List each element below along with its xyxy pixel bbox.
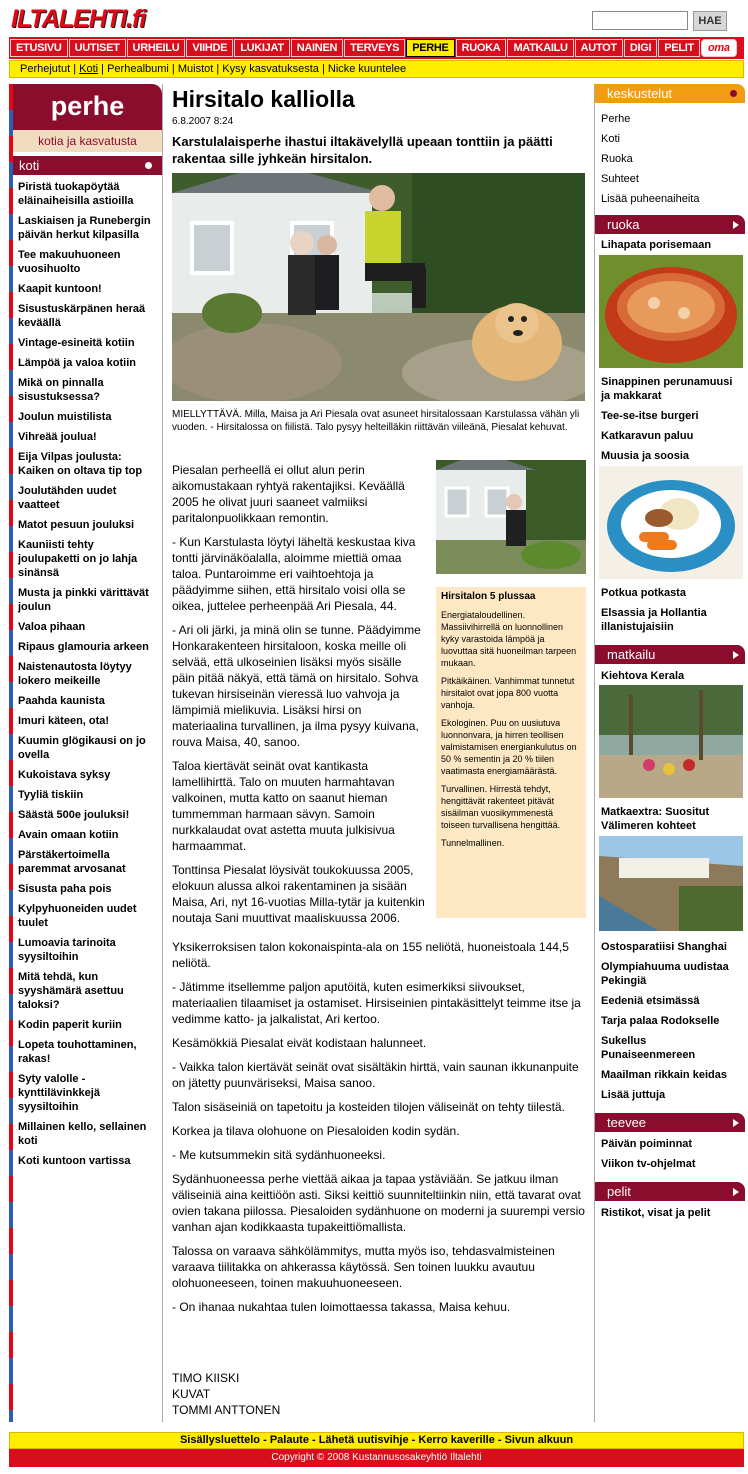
info-box-plussat [436, 587, 586, 918]
koti-list-item[interactable]: Valoa pihaan [18, 621, 86, 633]
koti-list-item[interactable]: Paahda kaunista [18, 695, 105, 707]
article-body-wide [172, 939, 585, 1323]
ruoka-item[interactable]: Katkaravun paluu [601, 430, 694, 442]
photo-caption: MIELLYTTÄVÄ. Milla, Maisa ja Ari Piesala ovat asuneet hirsitalossaan Karstulassa vähän yli vuoden. - Hirsitalossa on fiilistä. Talo pysyy helteilläkin riittävän viileänä, Piesalat kehuvat. [172, 409, 580, 433]
keskustelut-heading-label: keskustelut [607, 86, 673, 101]
ruoka-item[interactable]: Lihapata porisemaan [601, 239, 712, 251]
matkailu-item[interactable]: Olympiahuuma uudistaa Pekingiä [601, 961, 729, 987]
ruoka-photo-1[interactable] [599, 255, 743, 368]
ruoka-item[interactable]: Muusia ja soosia [601, 450, 690, 462]
footer-link-uutisvihje[interactable]: Lähetä uutisvihje [318, 1434, 409, 1446]
search-input[interactable] [592, 11, 688, 30]
koti-list-item[interactable]: Mikä on pinnalla sisustuksessa? [18, 377, 104, 403]
subnav-kysy-kasvatuksesta[interactable]: Kysy kasvatuksesta [222, 63, 319, 75]
arrow-right-icon [733, 1119, 739, 1127]
footer-link-kerro-kaverille[interactable]: Kerro kaverille [418, 1434, 495, 1446]
koti-list-item[interactable]: Musta ja pinkki värittävät joulun [18, 587, 149, 613]
subnav-muistot[interactable]: Muistot [177, 63, 214, 75]
info-box-item: Ekologinen. Puu on uusiutuva luonnonvara, ja hirren teollisen valmistamisen energiankulutus on 50 % sementin ja 20 % tiilen vaatimasta energiamäärästä. [441, 718, 577, 776]
koti-list-item[interactable]: Kuumin glögikausi on jo ovella [18, 735, 146, 761]
nav-etusivu[interactable]: ETUSIVU [10, 39, 68, 57]
ruoka-list [601, 375, 743, 463]
footer-link-sivun-alkuun[interactable]: Sivun alkuun [504, 1434, 574, 1446]
article-paragraph: - Vaikka talon kiertävät seinät ovat sisältäkin hirttä, vain saunan ikkunanpuite on jätetty puunväriseksi, Maisa sanoo. [172, 1060, 579, 1090]
koti-list-item[interactable]: Lumoavia tarinoita syysiltoihin [18, 937, 116, 963]
arrow-right-icon [733, 221, 739, 229]
koti-heading-label: koti [19, 158, 40, 173]
right-sidebar [594, 84, 745, 1422]
matkailu-item[interactable]: Tarja palaa Rodokselle [601, 1015, 720, 1027]
nav-digi[interactable]: DIGI [624, 39, 657, 57]
matkailu-item[interactable]: Ostosparatiisi Shanghai [601, 941, 727, 953]
matkailu-photo-1[interactable] [599, 685, 743, 798]
ruoka-heading-label: ruoka [607, 217, 640, 232]
teevee-item[interactable]: Päivän poiminnat [601, 1138, 693, 1150]
koti-heading [13, 156, 162, 175]
subnav-perhealbumi[interactable]: Perhealbumi [107, 63, 169, 75]
koti-list-item[interactable]: Eija Vilpas joulusta: Kaiken on oltava tip top [18, 451, 143, 477]
info-box-item: Pitkäikäinen. Vanhimmat tunnetut hirsitalot ovat jopa 800 vuotta vanhoja. [441, 676, 575, 710]
nav-perhe[interactable]: PERHE [406, 39, 454, 57]
arrow-right-icon [733, 1188, 739, 1196]
subnav-nicke-kuuntelee[interactable]: Nicke kuuntelee [327, 63, 407, 75]
matkailu-item[interactable]: Eedeniä etsimässä [601, 995, 700, 1007]
article-paragraph: Sydänhuoneessa perhe viettää aikaa ja tapaa ystäviään. Se jatkuu ilman väliseiniä aina keittiöön asti. Siksi keittiö suunniteltiinkin niin, että tavarat ovat ovien takana piilossa. Piesaloiden sydänhuone on moderni ja suurempi versio vanhan ajan kodikkaasta tupakeittiömallista. [172, 1172, 585, 1234]
article-paragraph: Korkea ja tilava olohuone on Piesaloiden kodin sydän. [172, 1124, 460, 1138]
koti-list-item[interactable]: Syty valolle - kynttilävinkkejä syysiltoihin [18, 1073, 100, 1113]
nav-matkailu[interactable]: MATKAILU [507, 39, 573, 57]
teevee-heading[interactable] [595, 1113, 745, 1132]
article-credits [172, 1370, 585, 1418]
koti-list-item[interactable]: Kylpyhuoneiden uudet tuulet [18, 903, 137, 929]
site-logo[interactable]: ILTALEHTI.fi [11, 5, 146, 33]
article-paragraph: Talossa on varaava sähkölämmitys, mutta myös iso, tehdasvalmisteinen varaava tiilitakka on ahkerassa käytössä. Sen toinen luukku avautuu olohuoneeseen, toinen makuuhuoneeseen. [172, 1244, 555, 1290]
koti-list-item[interactable]: Sisustuskärpänen heraä keväällä [18, 303, 146, 329]
article-paragraph: Kesämökkiä Piesalat eivät kodistaan halunneet. [172, 1036, 427, 1050]
pelit-heading-label: pelit [607, 1184, 631, 1199]
koti-list-item[interactable]: Tyyliä tiskiin [18, 789, 84, 801]
article-body-narrow [172, 462, 427, 934]
matkailu-photo-2[interactable] [599, 836, 743, 931]
search-button[interactable]: HAE [693, 11, 727, 31]
koti-list-item[interactable]: Matot pesuun jouluksi [18, 519, 135, 531]
koti-list-item[interactable]: Pärstäkertoimella paremmat arvosanat [18, 849, 126, 875]
koti-list-item[interactable]: Joulun muistilista [18, 411, 112, 423]
koti-list-item[interactable]: Naistenautosta löytyy lokero meikeille [18, 661, 132, 687]
nav-oma[interactable]: oma [701, 39, 737, 57]
article-paragraph: - Kun Karstulasta löytyi läheltä keskustaa kiva tontti järvinäköalalla, aloimme miettiä omaa taloa. Puntaroimme eri vaihtoehtoja ja päädyimme siihen, että hirsitalo voisi olla se oikea, juttelee perheenpää Ari Piesala, 44. [172, 535, 416, 613]
teevee-item[interactable]: Viikon tv-ohjelmat [601, 1158, 696, 1170]
ruoka-heading[interactable] [595, 215, 745, 234]
keskustelut-item[interactable]: Lisää puheenaiheita [601, 193, 700, 205]
koti-list-item[interactable]: Kauniisti tehty joulupaketti on jo lahja sinänsä [18, 539, 138, 579]
keskustelut-item[interactable]: Perhe [601, 113, 631, 125]
credit-line: TOMMI ANTTONEN [172, 1403, 281, 1417]
ruoka-item[interactable]: Elsassia ja Hollantia illanistujaisiin [601, 607, 707, 633]
matkailu-item[interactable]: Matkaextra: Suositut Välimeren kohteet [601, 806, 710, 832]
keskustelut-item[interactable]: Ruoka [601, 153, 633, 165]
matkailu-heading[interactable] [595, 645, 745, 664]
keskustelut-heading[interactable] [595, 84, 745, 103]
koti-list-item[interactable]: Säästä 500e jouluksi! [18, 809, 130, 821]
keskustelut-item[interactable]: Suhteet [601, 173, 639, 185]
koti-list-item[interactable]: Kodin paperit kuriin [18, 1019, 122, 1031]
article-paragraph: - Me kutsummekin sitä sydänhuoneeksi. [172, 1148, 386, 1162]
secondary-photo [436, 460, 586, 574]
koti-list-item[interactable]: Ripaus glamouria arkeen [18, 641, 149, 653]
footer-links: Sisällysluettelo - Palaute - Lähetä uutisvihje - Kerro kaverille - Sivun alkuun [9, 1432, 744, 1449]
koti-list-item[interactable]: Lämpöä ja valoa kotiin [18, 357, 136, 369]
koti-list-item[interactable]: Kaapit kuntoon! [18, 283, 102, 295]
copyright: Copyright © 2008 Kustannusosakeyhtiö Iltalehti [9, 1449, 744, 1467]
section-brand[interactable]: perhe [13, 84, 162, 130]
info-box-item: Turvallinen. Hirrestä tehdyt, hengittävät rakenteet pitävät sisäilman vuosikymmenestä toiseen turvallisena hengittää. [441, 784, 561, 830]
koti-list-item[interactable]: Tee makuuhuoneen vuosihuolto [18, 249, 121, 275]
info-box-item: Tunnelmallinen. [441, 838, 505, 848]
article-paragraph: - Jätimme itsellemme paljon aputöitä, kuten esimerkiksi siivoukset, materiaalien tilaamiset ja ostamiset. Hirsiseinien pintakäsittelyt teimme itse ja vedimme katto- ja jalkalistat, Ari kertoo. [172, 980, 581, 1026]
koti-list-item[interactable]: Avain omaan kotiin [18, 829, 119, 841]
footer-link-palaute[interactable]: Palaute [269, 1434, 309, 1446]
koti-list-item[interactable]: Lopeta touhottaminen, rakas! [18, 1039, 137, 1065]
ruoka-item[interactable]: Sinappinen perunamuusi ja makkarat [601, 376, 733, 402]
arrow-right-icon [733, 651, 739, 659]
koti-list-item[interactable]: Sisusta paha pois [18, 883, 112, 895]
article-paragraph: Taloa kiertävät seinät ovat kantikasta lamellihirttä. Talo on muuten harmahtavan valkoinen, mutta katto on saanut hieman tummemman harmaan sävyn. Samoin nurkkalaudat ovat astetta muuta julkisivua harmaammat. [172, 759, 395, 853]
sub-navigation: Perhejutut | Koti | Perhealbumi | Muistot | Kysy kasvatuksesta | Nicke kuuntelee [9, 60, 744, 78]
info-box-item: Energiataloudellinen. Massiivihirrellä on luonnollinen kyky varastoida lämpöä ja luovuttaa sitä huoneilman tarpeen mukaan. [441, 610, 577, 668]
keskustelut-list [601, 109, 743, 209]
pelit-heading[interactable] [595, 1182, 745, 1201]
article-paragraph: - Ari oli järki, ja minä olin se tunne. Päädyimme Honkarakenteen hirsitaloon, koska meille oli selvää, että ulkoseinien lisäksi myös sisälle päin pitää näkyä, että tämä on hirsitalo. Sohva tukevan hirsiseinän vieressä luo vahvoja ja lämpimiä mielikuvia. Lisäksi hirsi on materiaalina turvallinen, ja ilma pysyy kuivana, rouva Maisa, 40, sanoo. [172, 623, 421, 749]
koti-list-item[interactable]: Kukoistava syksy [18, 769, 111, 781]
article-paragraph: - On ihanaa nukahtaa tulen loimottaessa takassa, Maisa kehuu. [172, 1300, 511, 1314]
bullet-icon [145, 162, 152, 169]
matkailu-item[interactable]: Maailman rikkain keidas [601, 1069, 727, 1081]
article-title: Hirsitalo kalliolla [172, 86, 355, 112]
nav-lukijat[interactable]: LUKIJAT [234, 39, 290, 57]
teevee-heading-label: teevee [607, 1115, 647, 1130]
koti-list-item[interactable]: Imuri käteen, ota! [18, 715, 110, 727]
matkailu-item[interactable]: Lisää juttuja [601, 1089, 666, 1101]
koti-list-item[interactable]: Laskiaisen ja Runebergin päivän herkut kilpasilla [18, 215, 151, 241]
koti-list-item[interactable]: Joulutähden uudet vaatteet [18, 485, 117, 511]
koti-list-item[interactable]: Piristä tuokapöytää eläinaiheisilla astioilla [18, 181, 134, 207]
article-date: 6.8.2007 8:24 [172, 116, 234, 127]
nav-ruoka[interactable]: RUOKA [456, 39, 507, 57]
keskustelut-item[interactable]: Koti [601, 133, 620, 145]
info-box-title: Hirsitalon 5 plussaa [441, 591, 536, 602]
matkailu-item[interactable]: Sukellus Punaiseenmereen [601, 1035, 696, 1061]
matkailu-list [601, 940, 743, 1102]
main-photo [172, 173, 585, 401]
article-paragraph: Tonttinsa Piesalat löysivät toukokuussa 2005, elokuun alussa alkoi rakentaminen ja sisään Maisa, Ari, nyt 16-vuotias Milla-tytär ja kuitenkin noutaja Sani muuttivat maaliskuussa 2006. [172, 863, 425, 925]
koti-list-item[interactable]: Mitä tehdä, kun syyshämärä asettuu taloksi? [18, 971, 124, 1011]
ruoka-list-end [601, 586, 743, 634]
credit-line: TIMO KIISKI [172, 1371, 240, 1385]
teevee-list [601, 1137, 743, 1171]
nav-urheilu[interactable]: URHEILU [127, 39, 186, 57]
article-lead: Karstulalaisperhe ihastui iltakävelyllä upeaan tonttiin ja päätti rakentaa sille jyhkeän hirsitalon. [172, 134, 553, 166]
left-sidebar [9, 84, 163, 1422]
bullet-icon [730, 90, 737, 97]
nav-terveys[interactable]: TERVEYS [344, 39, 405, 57]
matkailu-heading-label: matkailu [607, 647, 656, 662]
nav-uutiset[interactable]: UUTISET [69, 39, 126, 57]
koti-list-item[interactable]: Millainen kello, sellainen koti [18, 1121, 147, 1147]
koti-list-item[interactable]: Vihreää joulua! [18, 431, 97, 443]
site-header [0, 0, 748, 36]
nav-autot[interactable]: AUTOT [575, 39, 623, 57]
subnav-perhejutut[interactable]: Perhejutut [20, 63, 71, 75]
article-paragraph: Yksikerroksisen talon kokonaispinta-ala on 155 neliötä, huoneistoala 144,5 neliötä. [172, 940, 569, 970]
credit-line: KUVAT [172, 1387, 211, 1401]
ruoka-photo-2[interactable] [599, 466, 743, 579]
article-paragraph: Talon sisäseiniä on tapetoitu ja kosteiden tilojen väliseinät on tehty tiilestä. [172, 1100, 565, 1114]
footer-link-sisallysluettelo[interactable]: Sisällysluettelo [179, 1434, 261, 1446]
ruoka-item[interactable]: Tee-se-itse burgeri [601, 410, 699, 422]
subnav-koti[interactable]: Koti [79, 63, 99, 75]
nav-viihde[interactable]: VIIHDE [186, 39, 233, 57]
article-paragraph: Piesalan perheellä ei ollut alun perin aikomustakaan ryhtyä rakentajiksi. Keväällä 2005 he olivat juuri saaneet valmiiksi paritalonpuolikkaan remontin. [172, 463, 405, 525]
koti-list-item[interactable]: Vintage-esineitä kotiin [18, 337, 135, 349]
koti-article-list [13, 180, 162, 1174]
matkailu-item[interactable]: Kiehtova Kerala [601, 670, 685, 682]
pelit-item[interactable]: Ristikot, visat ja pelit [601, 1207, 711, 1219]
nav-pelit[interactable]: PELIT [658, 39, 700, 57]
main-navigation [9, 37, 744, 59]
nav-nainen[interactable]: NAINEN [291, 39, 343, 57]
ruoka-item[interactable]: Potkua potkasta [601, 587, 686, 599]
section-brand-subtitle: kotia ja kasvatusta [13, 130, 162, 152]
koti-list-item[interactable]: Koti kuntoon vartissa [18, 1155, 131, 1167]
